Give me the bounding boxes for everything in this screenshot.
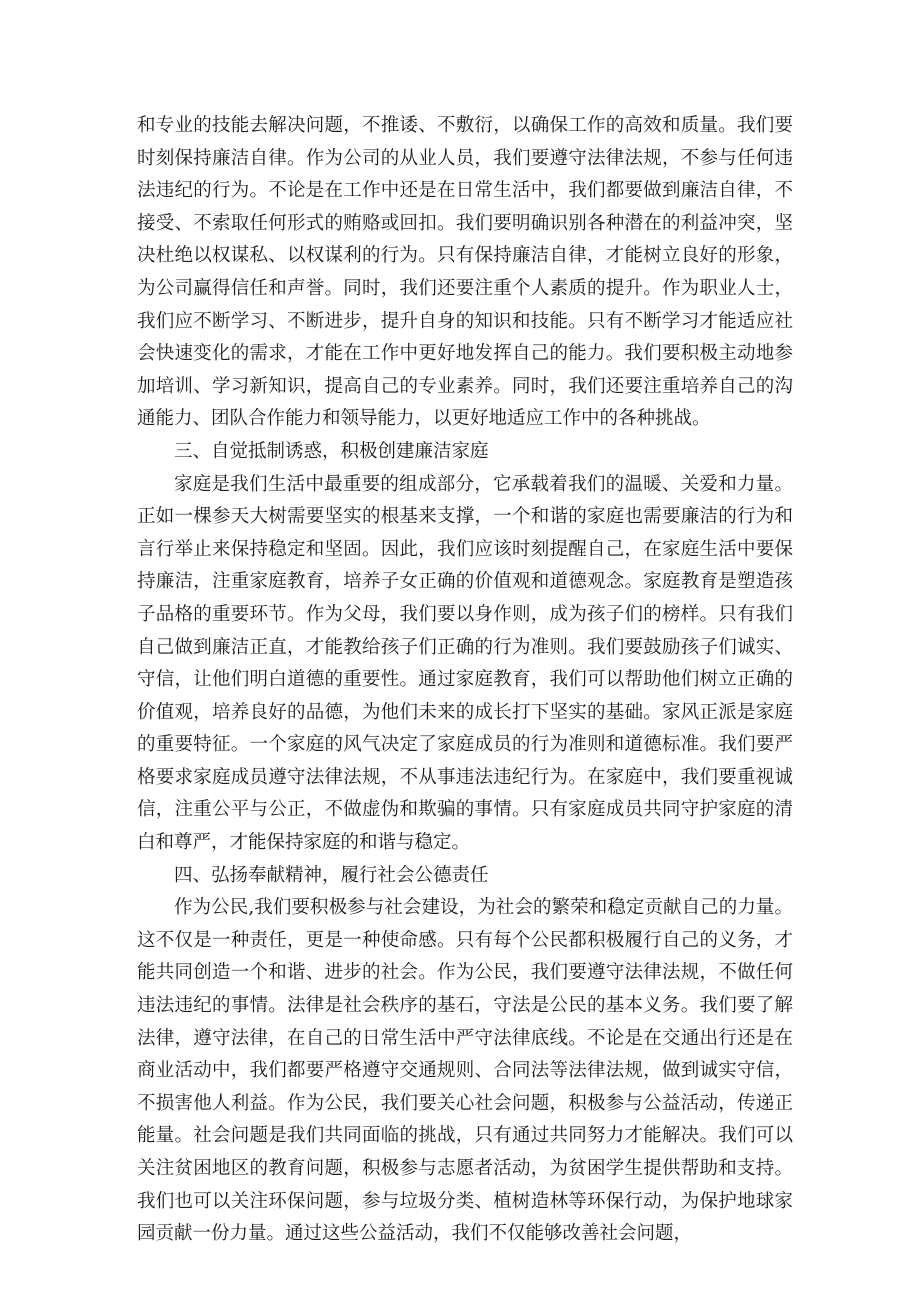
document-body [137,110,793,1251]
body-paragraph: 家庭是我们生活中最重要的组成部分，它承载着我们的温暖、关爱和力量。正如一棵参天大树需要坚实的根基来支撑，一个和谐的家庭也需要廉洁的行为和言行举止来保持稳定和坚固。因此，我们应该时刻提醒自己，在家庭生活中要保持廉洁，注重家庭教育，培养子女正确的价值观和道德观念。家庭教育是塑造孩子品格的重要环节。作为父母，我们要以身作则，成为孩子们的榜样。只有我们自己做到廉洁正直，才能教给孩子们正确的行为准则。我们要鼓励孩子们诚实、守信，让他们明白道德的重要性。通过家庭教育，我们可以帮助他们树立正确的价值观，培养良好的品德，为他们未来的成长打下坚实的基础。家风正派是家庭的重要特征。一个家庭的风气决定了家庭成员的行为准则和道德标准。我们要严格要求家庭成员遵守法律法规，不从事违法违纪行为。在家庭中，我们要重视诚信，注重公平与公正，不做虚伪和欺骗的事情。只有家庭成员共同守护家庭的清白和尊严，才能保持家庭的和谐与稳定。 [137,473,793,854]
section-heading: 三、自觉抵制诱惑，积极创建廉洁家庭 [174,440,489,462]
section-heading: 四、弘扬奉献精神，履行社会公德责任 [174,864,489,886]
body-paragraph: 和专业的技能去解决问题，不推诿、不敷衍，以确保工作的高效和质量。我们要时刻保持廉洁自律。作为公司的从业人员，我们要遵守法律法规，不参与任何违法违纪的行为。不论是在工作中还是在日常生活中，我们都要做到廉洁自律，不接受、不索取任何形式的贿赂或回扣。我们要明确识别各种潜在的利益冲突，坚决杜绝以权谋私、以权谋利的行为。只有保持廉洁自律，才能树立良好的形象，为公司赢得信任和声誉。同时，我们还要注重个人素质的提升。作为职业人士，我们应不断学习、不断进步，提升自身的知识和技能。只有不断学习才能适应社会快速变化的需求，才能在工作中更好地发挥自己的能力。我们要积极主动地参加培训、学习新知识，提高自己的专业素养。同时，我们还要注重培养自己的沟通能力、团队合作能力和领导能力，以更好地适应工作中的各种挑战。 [137,115,793,430]
body-paragraph: 作为公民,我们要积极参与社会建设，为社会的繁荣和稳定贡献自己的力量。这不仅是一种责任，更是一种使命感。只有每个公民都积极履行自己的义务，才能共同创造一个和谐、进步的社会。作为公民，我们要遵守法律法规，不做任何违法违纪的事情。法律是社会秩序的基石，守法是公民的基本义务。我们要了解法律，遵守法律，在自己的日常生活中严守法律底线。不论是在交通出行还是在商业活动中，我们都要严格遵守交通规则、合同法等法律法规，做到诚实守信，不损害他人利益。作为公民，我们要关心社会问题，积极参与公益活动，传递正能量。社会问题是我们共同面临的挑战，只有通过共同努力才能解决。我们可以关注贫困地区的教育问题，积极参与志愿者活动，为贫困学生提供帮助和支持。我们也可以关注环保问题，参与垃圾分类、植树造林等环保行动，为保护地球家园贡献一份力量。通过这些公益活动，我们不仅能够改善社会问题， [137,897,793,1245]
